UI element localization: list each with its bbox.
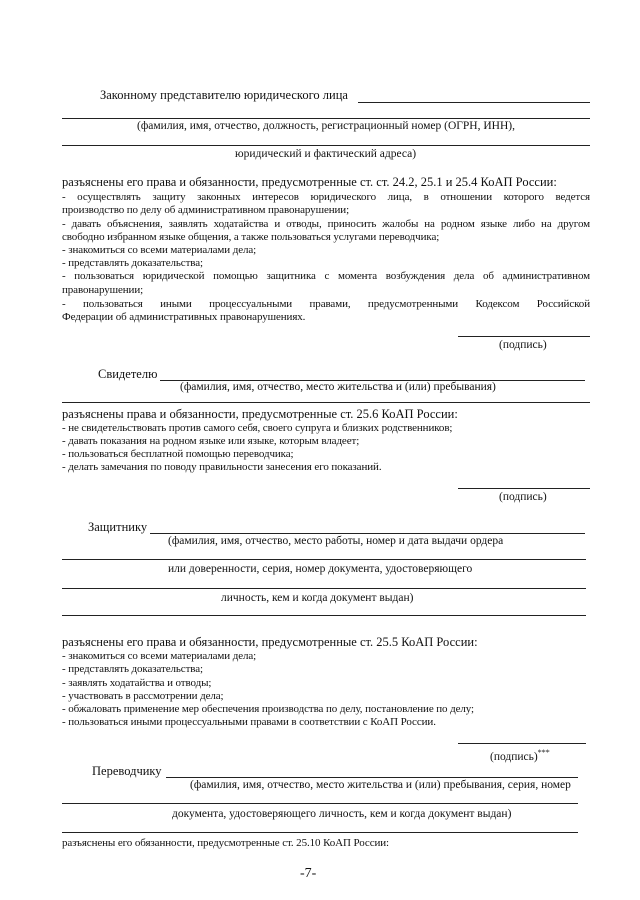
legal-rep-item: правонарушении; [62, 284, 144, 296]
witness-item: - делать замечания по поводу правильности занесения его показаний. [62, 461, 382, 473]
legal-rep-item: - давать объяснения, заявлять ходатайства и отводы, приносить жалобы на родном языке либо на другом [62, 218, 590, 230]
legal-rep-item: свободно избранном языке общения, а также пользоваться услугами переводчика; [62, 231, 440, 243]
translator-caption-2: документа, удостоверяющего личность, кем и когда документ выдан) [172, 808, 512, 820]
defender-line-3[interactable] [62, 615, 586, 616]
legal-rep-item: производство по делу об административном правонарушении; [62, 204, 350, 216]
defender-line-1[interactable] [62, 559, 586, 560]
legal-rep-item: - пользоваться юридической помощью защитника с момента возбуждения дела об административном [62, 270, 590, 282]
legal-rep-rights-intro: разъяснены его права и обязанности, предусмотренные ст. ст. 24.2, 25.1 и 25.4 КоАП России: [62, 175, 557, 189]
defender-item: - участвовать в рассмотрении дела; [62, 690, 224, 702]
defender-item: - пользоваться иными процессуальными правами в соответствии с КоАП России. [62, 716, 436, 728]
legal-rep-line-2[interactable] [62, 145, 590, 146]
witness-item: - пользоваться бесплатной помощью переводчика; [62, 448, 294, 460]
legal-rep-item: - знакомиться со всеми материалами дела; [62, 244, 257, 256]
translator-line-1[interactable] [62, 803, 578, 804]
translator-heading: Переводчику [92, 764, 162, 778]
defender-item: - заявлять ходатайства и отводы; [62, 677, 212, 689]
defender-signature-mark: *** [537, 748, 550, 757]
witness-signature-line[interactable] [458, 488, 590, 489]
legal-rep-heading: Законному представителю юридического лица [100, 88, 348, 102]
defender-line-2[interactable] [62, 588, 586, 589]
page-number: -7- [300, 866, 317, 881]
legal-rep-item: - осуществлять защиту законных интересов юридического лица, в отношении которого ведется [62, 191, 590, 203]
translator-name-blank[interactable] [166, 777, 578, 778]
witness-heading: Свидетелю [98, 367, 158, 381]
translator-rights-intro: разъяснены его обязанности, предусмотренные ст. 25.10 КоАП России: [62, 837, 390, 849]
legal-rep-signature-caption: (подпись) [499, 339, 547, 351]
defender-item: - знакомиться со всеми материалами дела; [62, 650, 257, 662]
witness-item: - не свидетельствовать против самого себя, своего супруга и близких родственников; [62, 422, 453, 434]
witness-line[interactable] [62, 402, 590, 403]
translator-caption-1: (фамилия, имя, отчество, место жительства и (или) пребывания, серия, номер [190, 779, 571, 791]
legal-rep-caption-2: юридический и фактический адреса) [235, 148, 417, 160]
legal-rep-item: Федерации об административных правонарушениях. [62, 311, 306, 323]
legal-rep-item: - представлять доказательства; [62, 257, 203, 269]
legal-rep-name-blank[interactable] [358, 102, 590, 103]
legal-rep-item: - пользоваться иными процессуальными правами, предусмотренными Кодексом Российской [62, 298, 590, 310]
witness-rights-intro: разъяснены права и обязанности, предусмотренные ст. 25.6 КоАП России: [62, 407, 458, 421]
defender-heading: Защитнику [88, 520, 148, 534]
defender-item: - обжаловать применение мер обеспечения производства по делу, постановление по делу; [62, 703, 474, 715]
defender-rights-intro: разъяснены его права и обязанности, предусмотренные ст. 25.5 КоАП России: [62, 635, 478, 649]
defender-name-blank[interactable] [150, 533, 585, 534]
defender-caption-2: или доверенности, серия, номер документа, удостоверяющего [168, 563, 473, 575]
defender-item: - представлять доказательства; [62, 663, 203, 675]
legal-rep-signature-line[interactable] [458, 336, 590, 337]
defender-signature-caption [490, 748, 550, 763]
defender-signature-line[interactable] [458, 743, 586, 744]
defender-caption-1: (фамилия, имя, отчество, место работы, номер и дата выдачи ордера [168, 535, 504, 547]
witness-caption: (фамилия, имя, отчество, место жительства и (или) пребывания) [180, 381, 496, 393]
translator-line-2[interactable] [62, 832, 578, 833]
witness-signature-caption: (подпись) [499, 491, 547, 503]
defender-caption-3: личность, кем и когда документ выдан) [221, 592, 414, 604]
defender-signature-label: (подпись) [490, 750, 538, 763]
legal-rep-line-1[interactable] [62, 118, 590, 119]
witness-item: - давать показания на родном языке или языке, которым владеет; [62, 435, 360, 447]
legal-rep-caption-1: (фамилия, имя, отчество, должность, регистрационный номер (ОГРН, ИНН), [137, 120, 515, 132]
